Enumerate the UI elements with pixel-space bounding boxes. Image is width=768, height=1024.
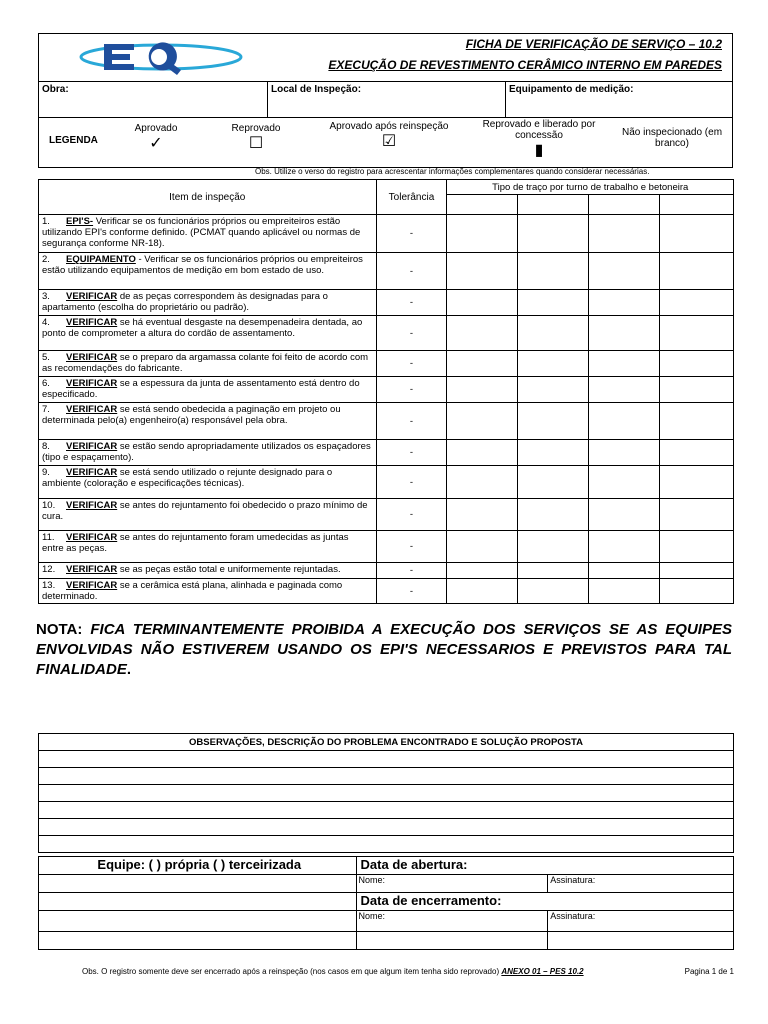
inspection-item <box>39 440 377 466</box>
tolerance-cell: - <box>376 316 447 351</box>
legend-row <box>39 117 732 168</box>
observation-line[interactable] <box>39 836 734 853</box>
check-cell[interactable] <box>518 563 589 579</box>
observations-table <box>38 733 734 853</box>
check-cell[interactable] <box>518 316 589 351</box>
inspection-item <box>39 403 377 440</box>
check-cell[interactable] <box>660 579 734 604</box>
item-text: se o preparo da argamassa colante foi feito de acordo com as recomendações do fabricante. <box>42 352 369 374</box>
obra-row <box>39 81 732 118</box>
item-text: se antes do rejuntamento foram umedecidas as juntas entre as peças. <box>42 532 349 554</box>
empty-box-icon: ☐ <box>248 135 264 152</box>
check-cell[interactable] <box>518 531 589 563</box>
tolerance-cell: - <box>376 290 447 316</box>
check-cell[interactable] <box>589 466 660 499</box>
item-keyword: VERIFICAR <box>66 467 118 478</box>
item-text: se a cerâmica está plana, alinhada e paginada como determinado. <box>42 580 343 602</box>
item-text: Verificar se os funcionários próprios ou empreiteiros estão utilizando EPI's conforme definido. (PCMAT quando aplicável ou normas de segurança conforme NR-18). <box>42 216 361 249</box>
inspection-item <box>39 316 377 351</box>
check-cell[interactable] <box>660 253 734 290</box>
item-keyword: VERIFICAR <box>66 378 118 389</box>
filled-block-icon: ▮ <box>534 142 544 159</box>
blank-cell[interactable] <box>548 932 734 950</box>
item-keyword: VERIFICAR <box>66 404 118 415</box>
check-cell[interactable] <box>447 377 518 403</box>
item-keyword: VERIFICAR <box>66 317 118 328</box>
blank-cell[interactable] <box>39 893 357 911</box>
nota-warning: NOTA: FICA TERMINANTEMENTE PROIBIDA A EXECUÇÃO DOS SERVIÇOS SE AS EQUIPES ENVOLVIDAS NÃO ESTIVEREM USANDO OS EPI'S NECESSARIOS E PREVISTOS PARA TAL FINALIDADE. <box>36 621 732 678</box>
assinatura-field[interactable]: Assinatura: <box>548 911 734 932</box>
check-cell[interactable] <box>589 531 660 563</box>
form-subtitle: EXECUÇÃO DE REVESTIMENTO CERÂMICO INTERNO EM PAREDES <box>328 58 722 72</box>
local-label: Local de Inspeção: <box>271 84 362 95</box>
item-number: 5. <box>42 352 50 363</box>
item-text: de as peças correspondem às designadas para o apartamento (escolha do proprietário ou padrão). <box>42 291 328 313</box>
col-tipo-header: Tipo de traço por turno de trabalho e betoneira <box>447 180 734 195</box>
item-number: 9. <box>42 467 50 478</box>
check-cell[interactable] <box>660 466 734 499</box>
item-number: 7. <box>42 404 50 415</box>
table-row <box>39 579 734 604</box>
nome-field[interactable]: Nome: <box>356 875 548 893</box>
item-number: 4. <box>42 317 50 328</box>
table-row <box>39 531 734 563</box>
observation-line[interactable] <box>39 751 734 768</box>
inspection-item <box>39 253 377 290</box>
item-number: 1. <box>42 216 50 227</box>
check-cell[interactable] <box>589 440 660 466</box>
legend-aprovado <box>121 123 191 152</box>
item-number: 2. <box>42 254 50 265</box>
item-number: 13. <box>42 580 56 591</box>
inspection-item <box>39 290 377 316</box>
item-text: se as peças estão total e uniformemente rejuntadas. <box>117 564 341 575</box>
tolerance-cell: - <box>376 351 447 377</box>
inspection-item <box>39 563 377 579</box>
col-tol-header: Tolerância <box>376 180 447 215</box>
footer-note: Obs. O registro somente deve ser encerrado após a reinspeção (nos casos em que algum item tenha sido reprovado) <box>82 967 500 976</box>
check-cell[interactable] <box>447 499 518 531</box>
check-cell[interactable] <box>447 531 518 563</box>
check-cell[interactable] <box>518 579 589 604</box>
check-cell[interactable] <box>589 215 660 253</box>
legend-reprovado-concessao <box>469 119 609 159</box>
check-cell[interactable] <box>447 316 518 351</box>
item-keyword: EPI'S- <box>66 216 94 227</box>
title-row <box>39 34 732 82</box>
check-cell[interactable] <box>447 351 518 377</box>
table-row <box>39 377 734 403</box>
abertura-label: Data de abertura: <box>356 857 733 875</box>
table-row <box>39 499 734 531</box>
item-keyword: VERIFICAR <box>66 500 118 511</box>
tolerance-cell: - <box>376 563 447 579</box>
check-cell[interactable] <box>447 403 518 440</box>
blank-cell[interactable] <box>39 911 357 932</box>
observation-line[interactable] <box>39 768 734 785</box>
inspection-item <box>39 579 377 604</box>
item-text: se está sendo obedecida a paginação em projeto ou determinada pelo(a) engenheiro(a) responsável pela obra. <box>42 404 341 426</box>
tolerance-cell: - <box>376 531 447 563</box>
table-row <box>39 290 734 316</box>
item-keyword: VERIFICAR <box>66 532 118 543</box>
item-keyword: VERIFICAR <box>66 291 118 302</box>
obs-top-note: Obs. Utilize o verso do registro para acrescentar informações complementares quando considerar necessárias. <box>255 167 650 176</box>
legend-item-label: Reprovado e liberado por concessão <box>482 119 596 141</box>
item-text: se estão sendo apropriadamente utilizados os espaçadores (tipo e espaçamento). <box>42 441 371 463</box>
tolerance-cell: - <box>376 377 447 403</box>
legend-item-label: Reprovado <box>231 123 281 134</box>
check-cell[interactable] <box>447 563 518 579</box>
table-row <box>39 253 734 290</box>
item-text: se a espessura da junta de assentamento está dentro do especificado. <box>42 378 360 400</box>
legend-reprovado <box>221 123 291 152</box>
inspection-item <box>39 466 377 499</box>
check-cell[interactable] <box>660 531 734 563</box>
nota-label: NOTA <box>36 621 78 638</box>
check-cell[interactable] <box>518 253 589 290</box>
inspection-item <box>39 377 377 403</box>
check-cell[interactable] <box>660 499 734 531</box>
tolerance-cell: - <box>376 215 447 253</box>
footer-anexo: ANEXO 01 – PES 10.2 <box>501 967 584 976</box>
check-cell[interactable] <box>518 466 589 499</box>
check-cell[interactable] <box>518 290 589 316</box>
table-row <box>39 215 734 253</box>
check-cell[interactable] <box>589 403 660 440</box>
item-keyword: VERIFICAR <box>66 564 118 575</box>
blank-cell[interactable] <box>39 932 357 950</box>
item-text: se antes do rejuntamento foi obedecido o prazo mínimo de cura. <box>42 500 368 522</box>
observation-line[interactable] <box>39 819 734 836</box>
check-cell[interactable] <box>660 563 734 579</box>
blank-cell[interactable] <box>356 932 548 950</box>
inspection-item <box>39 351 377 377</box>
item-number: 10. <box>42 500 56 511</box>
check-cell[interactable] <box>447 215 518 253</box>
item-keyword: EQUIPAMENTO <box>66 254 136 265</box>
check-cell[interactable] <box>660 351 734 377</box>
check-cell[interactable] <box>660 215 734 253</box>
table-row <box>39 351 734 377</box>
check-cell[interactable] <box>518 351 589 377</box>
check-cell[interactable] <box>589 351 660 377</box>
form-header <box>38 33 733 168</box>
legend-item-label: Aprovado após reinspeção <box>329 121 449 132</box>
table-row <box>39 316 734 351</box>
check-icon: ✓ <box>149 135 163 152</box>
check-cell[interactable] <box>447 253 518 290</box>
inspection-item <box>39 531 377 563</box>
tolerance-cell: - <box>376 579 447 604</box>
equipe-field[interactable]: Equipe: ( ) própria ( ) terceirizada <box>39 857 357 875</box>
observations-title: OBSERVAÇÕES, DESCRIÇÃO DO PROBLEMA ENCONTRADO E SOLUÇÃO PROPOSTA <box>39 734 734 751</box>
inspection-item <box>39 499 377 531</box>
legend-nao-inspecionado <box>617 127 727 149</box>
tolerance-cell: - <box>376 499 447 531</box>
item-number: 3. <box>42 291 50 302</box>
table-row <box>39 440 734 466</box>
check-cell[interactable] <box>660 290 734 316</box>
observation-line[interactable] <box>39 785 734 802</box>
check-cell[interactable] <box>660 403 734 440</box>
check-cell[interactable] <box>518 440 589 466</box>
check-cell[interactable] <box>589 253 660 290</box>
item-number: 6. <box>42 378 50 389</box>
nota-text: FICA TERMINANTEMENTE PROIBIDA A EXECUÇÃO DOS SERVIÇOS SE AS EQUIPES ENVOLVIDAS NÃO ESTIVEREM USANDO OS EPI'S NECESSARIOS E PREVISTOS PARA TAL FINALIDADE <box>36 621 732 678</box>
item-text: se está sendo utilizado o rejunte designado para o ambiente (coloração e especificações técnicas). <box>42 467 333 489</box>
check-cell[interactable] <box>447 440 518 466</box>
observation-line[interactable] <box>39 802 734 819</box>
item-keyword: VERIFICAR <box>66 580 118 591</box>
item-number: 12. <box>42 564 56 575</box>
item-keyword: VERIFICAR <box>66 441 118 452</box>
blank-cell[interactable] <box>39 875 357 893</box>
inspection-item <box>39 215 377 253</box>
encerramento-label: Data de encerramento: <box>356 893 733 911</box>
tolerance-cell: - <box>376 466 447 499</box>
col-item-header: Item de inspeção <box>39 180 377 215</box>
closing-table <box>38 856 734 950</box>
check-cell[interactable] <box>589 563 660 579</box>
eq-logo <box>79 38 244 76</box>
item-text: se há eventual desgaste na desempenadeira dentada, ao ponto de comprometer a altura do cordão de assentamento. <box>42 317 363 339</box>
tolerance-cell: - <box>376 440 447 466</box>
inspection-table <box>38 179 734 604</box>
legend-label: LEGENDA <box>49 135 98 146</box>
legend-item-label: Não inspecionado (em branco) <box>621 127 723 149</box>
form-title: FICHA DE VERIFICAÇÃO DE SERVIÇO – 10.2 <box>465 37 722 51</box>
check-cell[interactable] <box>589 377 660 403</box>
tolerance-cell: - <box>376 403 447 440</box>
item-number: 8. <box>42 441 50 452</box>
table-row <box>39 466 734 499</box>
check-cell[interactable] <box>660 377 734 403</box>
legend-item-label: Aprovado <box>134 123 178 134</box>
check-cell[interactable] <box>660 316 734 351</box>
checked-box-icon: ☑ <box>381 133 397 150</box>
check-cell[interactable] <box>589 579 660 604</box>
item-text: - Verificar se os funcionários próprios ou empreiteiros estão utilizando equipamentos de medição em bom estado de uso. <box>42 254 363 276</box>
assinatura-field[interactable]: Assinatura: <box>548 875 734 893</box>
footer-page: Pagina 1 de 1 <box>684 967 734 976</box>
check-cell[interactable] <box>589 316 660 351</box>
check-cell[interactable] <box>518 377 589 403</box>
check-cell[interactable] <box>589 290 660 316</box>
equipamento-label: Equipamento de medição: <box>509 84 634 95</box>
tolerance-cell: - <box>376 253 447 290</box>
check-cell[interactable] <box>447 290 518 316</box>
check-cell[interactable] <box>518 403 589 440</box>
check-cell[interactable] <box>518 499 589 531</box>
check-cell[interactable] <box>589 499 660 531</box>
table-row <box>39 403 734 440</box>
check-cell[interactable] <box>447 579 518 604</box>
table-row <box>39 563 734 579</box>
item-keyword: VERIFICAR <box>66 352 118 363</box>
nome-field[interactable]: Nome: <box>356 911 548 932</box>
obra-label: Obra: <box>42 84 69 95</box>
legend-aprovado-reinspecao <box>319 121 459 150</box>
check-cell[interactable] <box>660 440 734 466</box>
item-number: 11. <box>42 532 55 543</box>
check-cell[interactable] <box>518 215 589 253</box>
check-cell[interactable] <box>447 466 518 499</box>
footer <box>82 967 734 976</box>
